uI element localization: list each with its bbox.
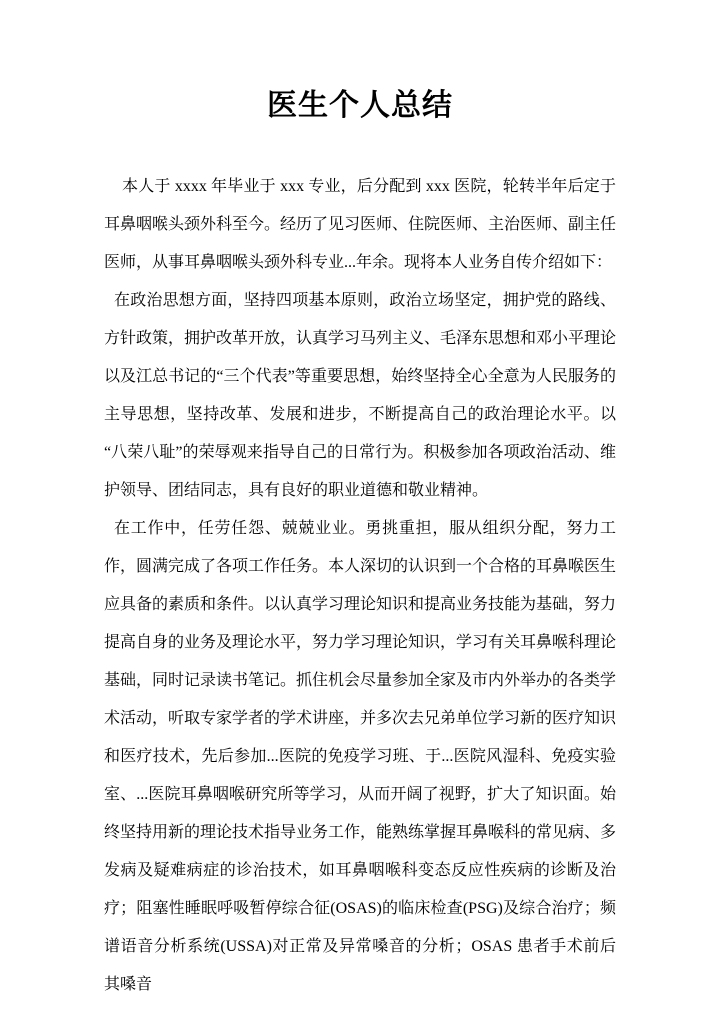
paragraph-work-summary: 在工作中，任劳任怨、兢兢业业。勇挑重担，服从组织分配，努力工作，圆满完成了各项工作任务。本人深切的认识到一个合格的耳鼻喉医生应具备的素质和条件。以认真学习理论知识和提高业务技能为基础，努力提高自身的业务及理论水平，努力学习理论知识，学习有关耳鼻喉科理论基础，同时记录读书笔记。抓住机会尽量参加全家及市内外举办的各类学术活动，听取专家学者的学术讲座，并多次去兄弟单位学习新的医疗知识和医疗技术，先后参加...医院的免疫学习班、于...医院风湿科、免疫实验室、...医院耳鼻咽喉研究所等学习，从而开阔了视野，扩大了知识面。始终坚持用新的理论技术指导业务工作，能熟练掌握耳鼻喉科的常见病、多发病及疑难病症的诊治技术，如耳鼻咽喉科变态反应性疾病的诊断及治疗；阻塞性睡眠呼吸暂停综合征(OSAS)的临床检查(PSG)及综合治疗；频谱语音分析系统(USSA)对正常及异常嗓音的分析；OSAS 患者手术前后其嗓音 bbox=[104, 520, 617, 993]
document-body bbox=[104, 168, 616, 1004]
document-title: 医生个人总结 bbox=[267, 89, 453, 122]
paragraph-intro: 本人于 xxxx 年毕业于 xxx 专业，后分配到 xxx 医院，轮转半年后定于耳鼻咽喉头颈外科至今。经历了见习医师、住院医师、主治医师、副主任医师，从事耳鼻咽喉头颈外科专业...年余。现将本人业务自传介绍如下： bbox=[104, 178, 617, 271]
document-text-block bbox=[104, 0, 616, 1004]
paragraph-political-thought: 在政治思想方面，坚持四项基本原则，政治立场坚定，拥护党的路线、方针政策，拥护改革开放，认真学习马列主义、毛泽东思想和邓小平理论以及江总书记的“三个代表”等重要思想，始终坚持全心全意为人民服务的主导思想，坚持改革、发展和进步，不断提高自己的政治理论水平。以“八荣八耻”的荣辱观来指导自己的日常行为。积极参加各项政治活动、维护领导、团结同志，具有良好的职业道德和敬业精神。 bbox=[104, 292, 617, 499]
